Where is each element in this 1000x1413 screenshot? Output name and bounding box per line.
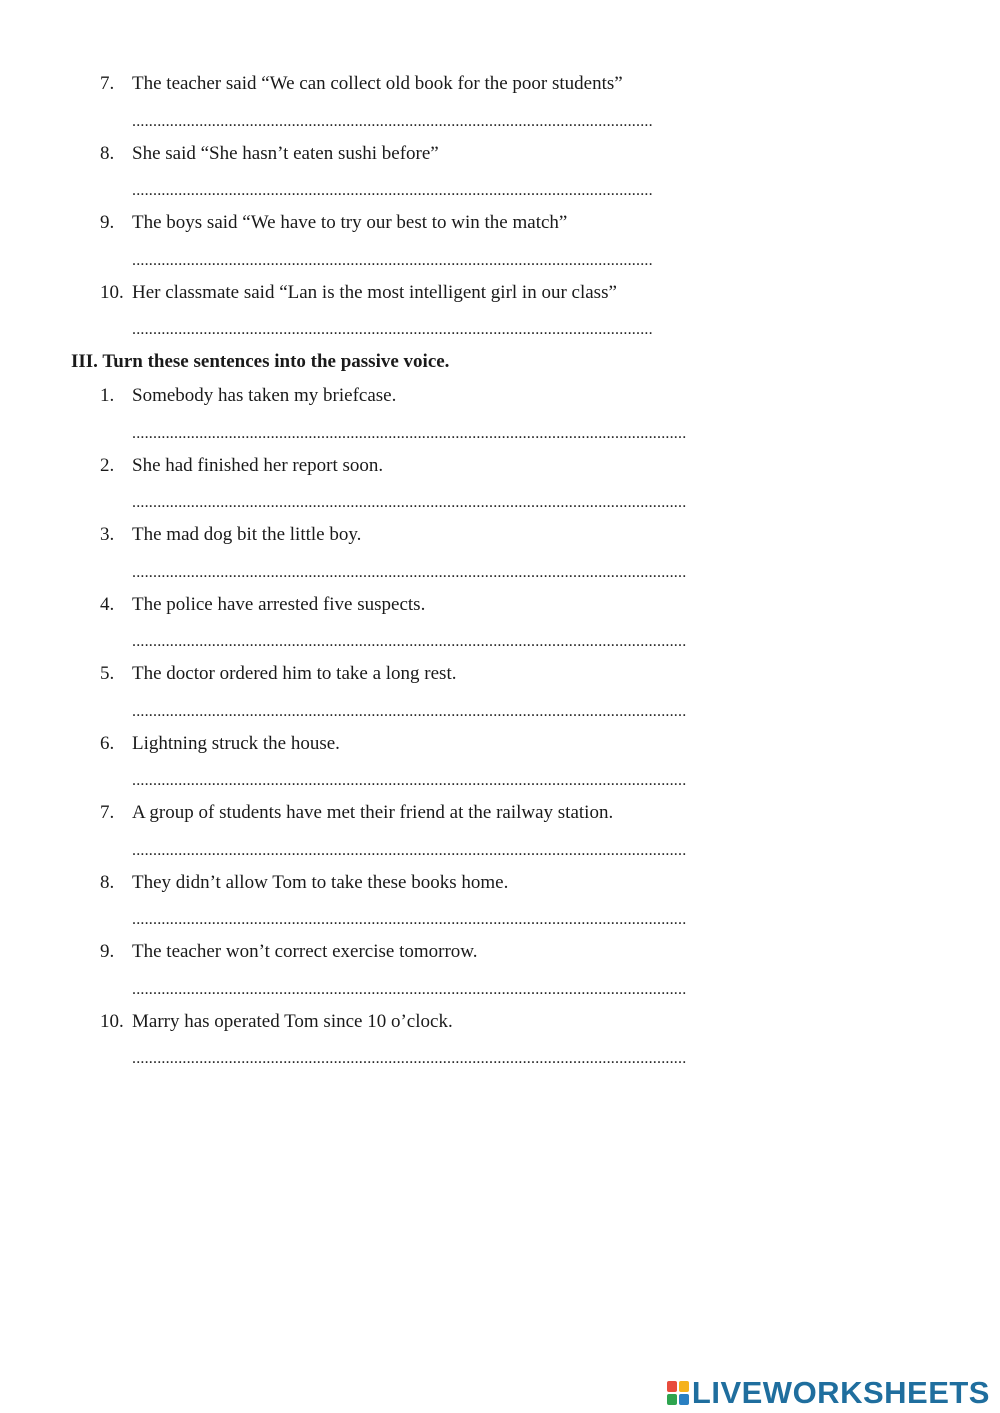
question-item [100,802,613,824]
question-text: The teacher won’t correct exercise tomorrow. [132,941,478,962]
question-item [100,143,439,165]
logo-square-red [667,1381,677,1392]
answer-line[interactable]: .................................................................................................................................... [132,773,687,789]
question-text: The boys said “We have to try our best to win the match” [132,212,568,233]
answer-line[interactable]: .................................................................................................................................... [132,704,687,720]
question-item [100,385,396,407]
question-item [100,663,456,685]
answer-line[interactable]: .................................................................................................................................... [132,634,687,650]
answer-line[interactable]: ............................................................................................................................ [132,183,653,199]
answer-line[interactable]: .................................................................................................................................... [132,565,687,581]
question-text: The teacher said “We can collect old book for the poor students” [132,73,623,94]
logo-square-yellow [679,1381,689,1392]
answer-line[interactable]: ............................................................................................................................ [132,322,653,338]
liveworksheets-logo [667,1375,990,1411]
logo-square-blue [679,1394,689,1405]
question-item [100,941,478,963]
question-number: 10. [100,1011,124,1032]
answer-line[interactable]: .................................................................................................................................... [132,495,687,511]
answer-line[interactable]: .................................................................................................................................... [132,843,687,859]
question-number: 10. [100,282,124,303]
question-text: She said “She hasn’t eaten sushi before” [132,143,439,164]
question-text: The police have arrested five suspects. [132,594,426,615]
question-number: 9. [100,941,115,962]
question-text: Somebody has taken my briefcase. [132,385,397,406]
question-number: 6. [100,733,115,754]
question-item [100,73,623,95]
question-item [100,1011,453,1033]
question-number: 3. [100,524,115,545]
answer-line[interactable]: .................................................................................................................................... [132,426,687,442]
question-text: A group of students have met their friend at the railway station. [132,802,614,823]
question-item [100,594,425,616]
liveworksheets-logo-icon [667,1381,689,1405]
question-text: The mad dog bit the little boy. [132,524,362,545]
question-item [100,733,340,755]
logo-text: LIVEWORKSHEETS [691,1375,990,1410]
answer-line[interactable]: .................................................................................................................................... [132,912,687,928]
question-number: 8. [100,143,115,164]
logo-square-green [667,1394,677,1405]
question-number: 2. [100,455,115,476]
question-number: 1. [100,385,115,406]
question-number: 5. [100,663,115,684]
question-number: 9. [100,212,115,233]
question-text: She had finished her report soon. [132,455,384,476]
question-item [100,212,567,234]
question-item [100,524,361,546]
question-number: 7. [100,73,115,94]
question-item [100,872,508,894]
question-number: 8. [100,872,115,893]
question-text: They didn’t allow Tom to take these books home. [132,872,509,893]
question-item [100,282,617,304]
question-text: Lightning struck the house. [132,733,340,754]
question-text: Marry has operated Tom since 10 o’clock. [132,1011,453,1032]
answer-line[interactable]: ............................................................................................................................ [132,114,653,130]
question-text: Her classmate said “Lan is the most intelligent girl in our class” [132,282,617,303]
answer-line[interactable]: ............................................................................................................................ [132,253,653,269]
answer-line[interactable]: .................................................................................................................................... [132,982,687,998]
question-number: 4. [100,594,115,615]
answer-line[interactable]: .................................................................................................................................... [132,1051,687,1067]
section-title: III. Turn these sentences into the passive voice. [71,351,450,372]
question-number: 7. [100,802,115,823]
question-text: The doctor ordered him to take a long rest. [132,663,457,684]
question-item [100,455,383,477]
